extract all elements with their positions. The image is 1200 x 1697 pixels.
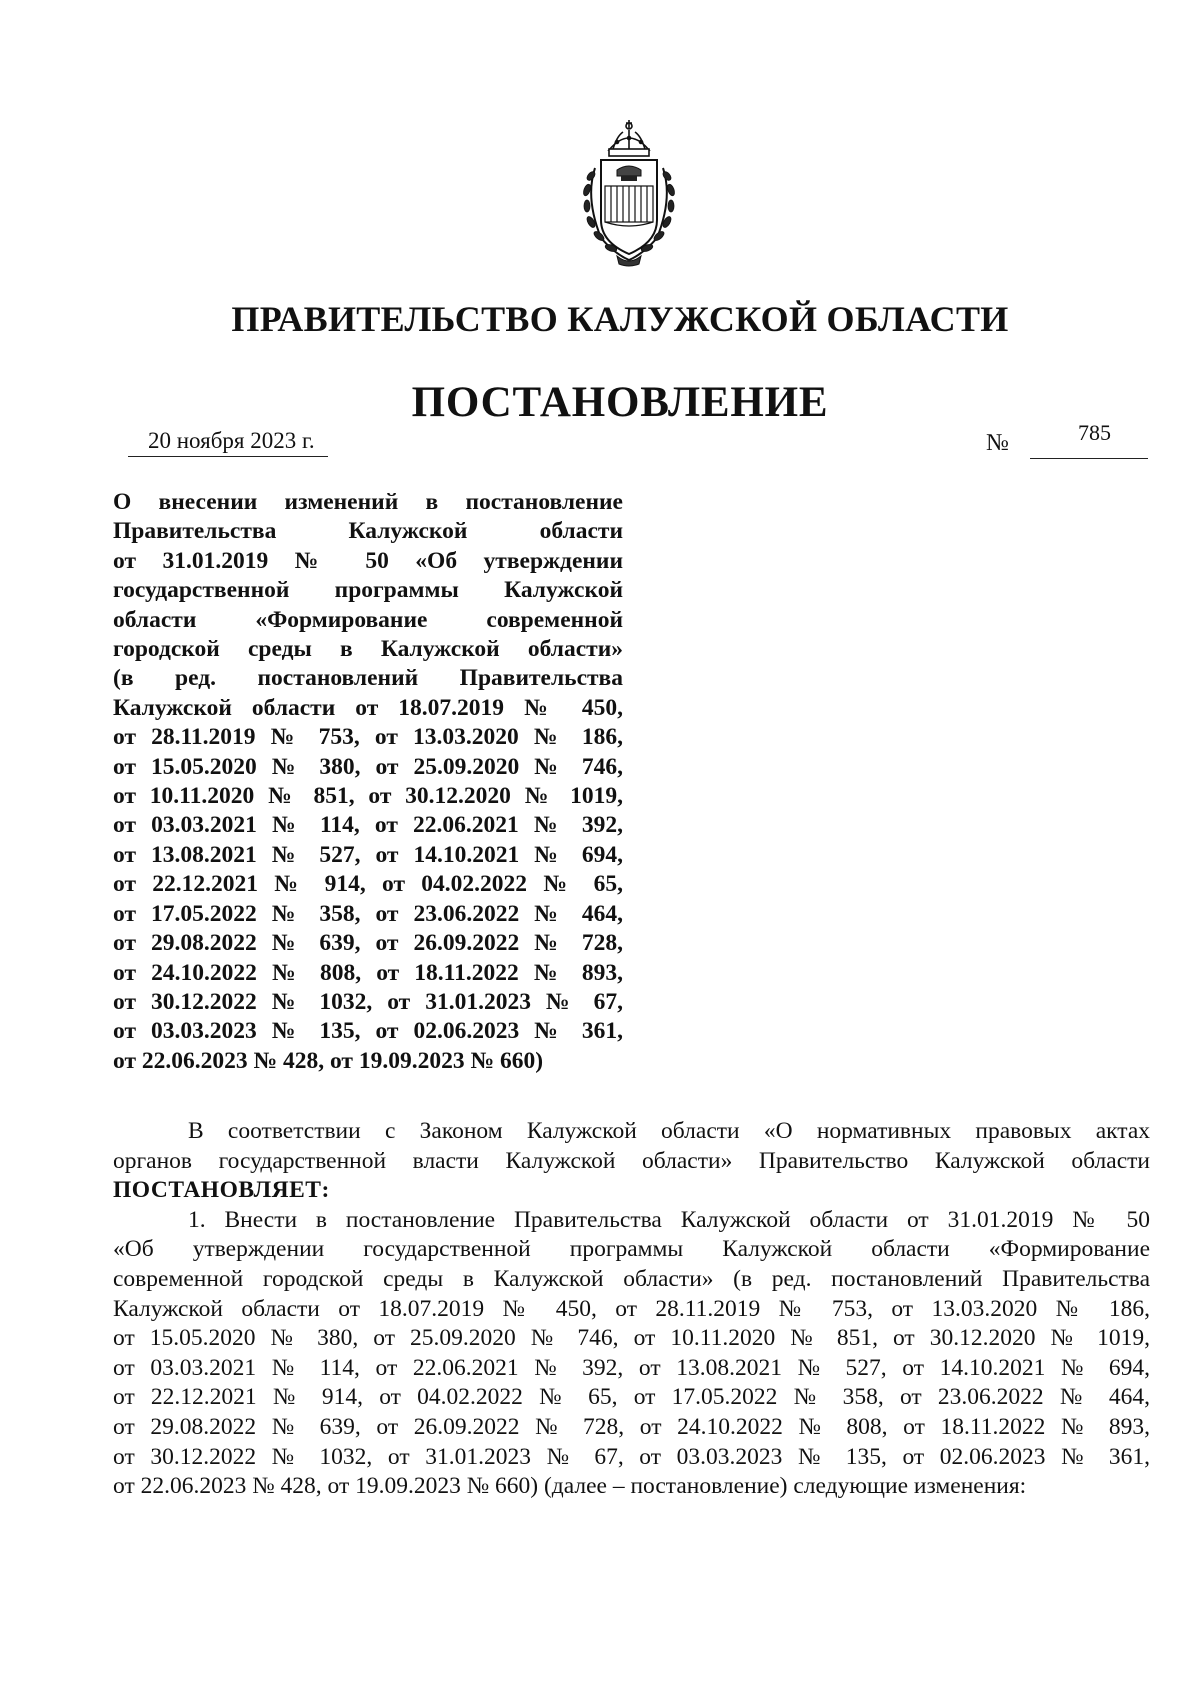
preamble-line: В соответствии с Законом Калужской области «О нормативных правовых актах <box>188 1118 1150 1144</box>
subject-line: от 10.11.2020 № 851, от 30.12.2020 № 1019, <box>113 783 623 810</box>
number-label: № <box>986 430 1009 456</box>
document-date: 20 ноября 2023 г. <box>128 428 328 457</box>
subject-line: Калужской области от 18.07.2019 № 450, <box>113 694 623 721</box>
number-underline <box>1030 458 1148 459</box>
subject-line: от 22.06.2023 № 428, от 19.09.2023 № 660) <box>113 1047 544 1074</box>
subject-line: городской среды в Калужской области» <box>113 636 623 663</box>
document-type-heading: ПОСТАНОВЛЕНИЕ <box>411 379 829 426</box>
subject-line: от 03.03.2021 № 114, от 22.06.2021 № 392, <box>113 812 623 839</box>
subject-line: от 30.12.2022 № 1032, от 31.01.2023 № 67, <box>113 988 623 1015</box>
subject-line: государственной программы Калужской <box>113 577 623 604</box>
subject-line: от 13.08.2021 № 527, от 14.10.2021 № 694, <box>113 841 623 868</box>
item1-line: от 29.08.2022 № 639, от 26.09.2022 № 728, от 24.10.2022 № 808, от 18.11.2022 № 893, <box>113 1413 1150 1440</box>
subject-line: от 03.03.2023 № 135, от 02.06.2023 № 361, <box>113 1018 623 1045</box>
subject-line: от 28.11.2019 № 753, от 13.03.2020 № 186, <box>113 724 623 751</box>
document-subject <box>113 488 623 1076</box>
subject-line: от 15.05.2020 № 380, от 25.09.2020 № 746, <box>113 753 623 780</box>
coat-of-arms-emblem <box>565 118 693 268</box>
item1-line: от 22.12.2021 № 914, от 04.02.2022 № 65, от 17.05.2022 № 358, от 23.06.2022 № 464, <box>113 1384 1150 1411</box>
document-number: 785 <box>1078 420 1111 445</box>
subject-line: Правительства Калужской области <box>113 518 623 545</box>
item1-line: от 15.05.2020 № 380, от 25.09.2020 № 746, от 10.11.2020 № 851, от 30.12.2020 № 1019, <box>113 1325 1150 1352</box>
item1-line: от 30.12.2022 № 1032, от 31.01.2023 № 67, от 03.03.2023 № 135, от 02.06.2023 № 361, <box>113 1443 1150 1470</box>
item1-line: современной городской среды в Калужской области» (в ред. постановлений Правительства <box>113 1265 1150 1292</box>
subject-line: от 22.12.2021 № 914, от 04.02.2022 № 65, <box>113 871 623 898</box>
subject-line: (в ред. постановлений Правительства <box>113 665 623 692</box>
subject-line: О внесении изменений в постановление <box>113 489 623 515</box>
item1-line: от 22.06.2023 № 428, от 19.09.2023 № 660) (далее – постановление) следующие изменения: <box>113 1473 1027 1500</box>
item1-line: «Об утверждении государственной программы Калужской области «Формирование <box>113 1236 1150 1263</box>
subject-line: области «Формирование современной <box>113 606 623 633</box>
government-title: ПРАВИТЕЛЬСТВО КАЛУЖСКОЙ ОБЛАСТИ <box>231 299 1009 339</box>
document-body <box>113 1117 1150 1502</box>
subject-line: от 17.05.2022 № 358, от 23.06.2022 № 464, <box>113 900 623 927</box>
subject-line: от 29.08.2022 № 639, от 26.09.2022 № 728, <box>113 930 623 957</box>
subject-line: от 31.01.2019 № 50 «Об утверждении <box>113 547 623 574</box>
item1-line: от 03.03.2021 № 114, от 22.06.2021 № 392, от 13.08.2021 № 527, от 14.10.2021 № 694, <box>113 1354 1150 1381</box>
item1-line: Калужской области от 18.07.2019 № 450, от 28.11.2019 № 753, от 13.03.2020 № 186, <box>113 1295 1150 1322</box>
item1-line: 1. Внести в постановление Правительства Калужской области от 31.01.2019 № 50 <box>188 1206 1150 1233</box>
preamble-line: органов государственной власти Калужской области» Правительство Калужской области <box>113 1147 1150 1174</box>
subject-line: от 24.10.2022 № 808, от 18.11.2022 № 893, <box>113 959 623 986</box>
decree-word: ПОСТАНОВЛЯЕТ: <box>113 1177 330 1204</box>
